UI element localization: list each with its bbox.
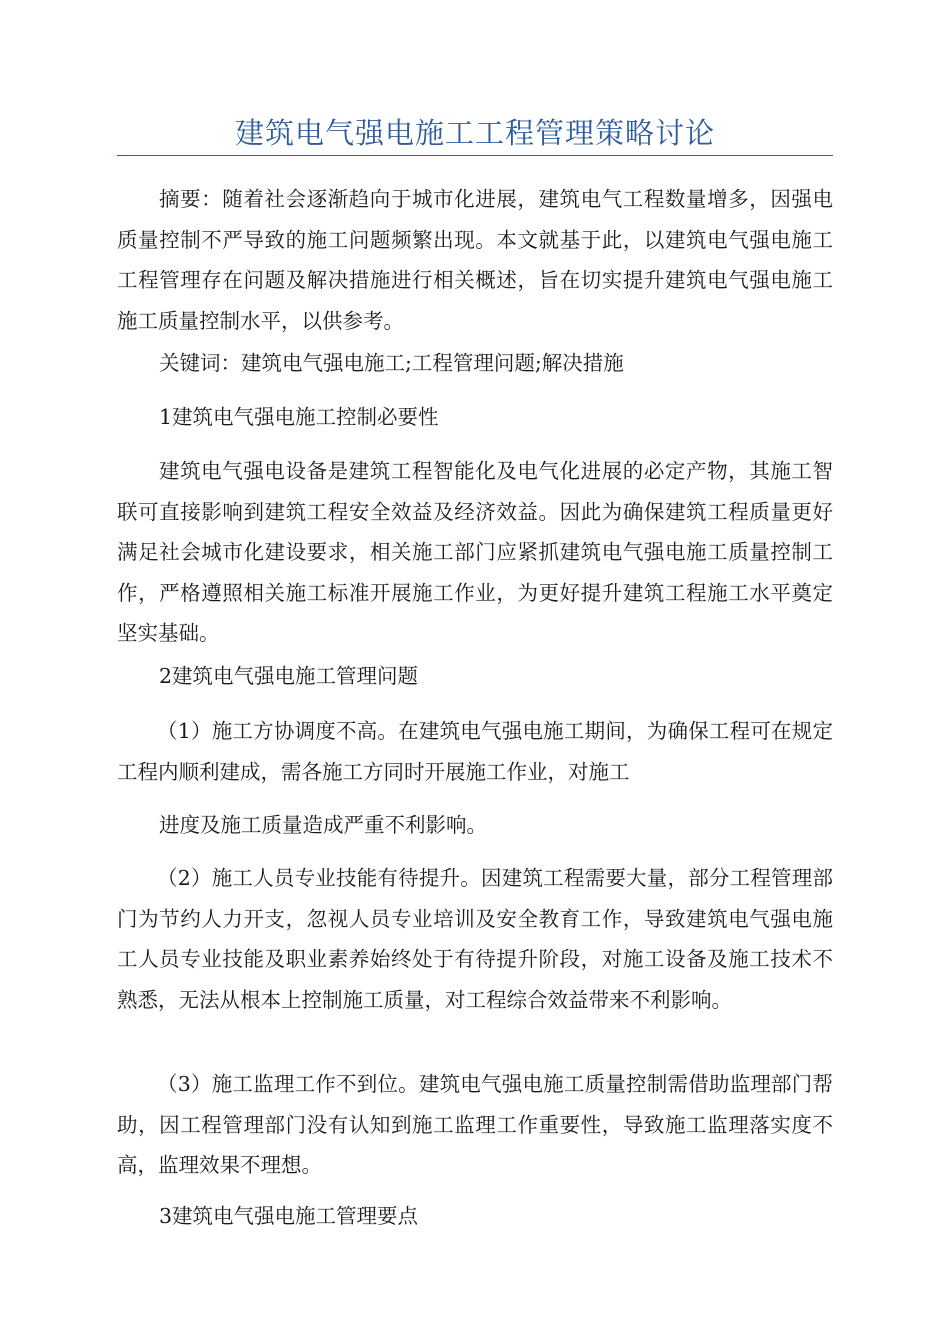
- keywords-line: 关键词：建筑电气强电施工;工程管理问题;解决措施: [159, 351, 624, 375]
- section2-item3: （3）施工监理工作不到位。建筑电气强电施工质量控制需借助监理部门帮助，因工程管理部门没有认知到施工监理工作重要性，导致施工监理落实度不高，监理效果不理想。: [117, 1072, 833, 1177]
- section1-paragraph: 建筑电气强电设备是建筑工程智能化及电气化进展的必定产物，其施工智联可直接影响到建筑工程安全效益及经济效益。因此为确保建筑工程质量更好满足社会城市化建设要求，相关施工部门应紧抓建筑电气强电施工质量控制工作，严格遵照相关施工标准开展施工作业，为更好提升建筑工程施工水平奠定坚实基础。: [117, 459, 833, 645]
- section3-heading: 3建筑电气强电施工管理要点: [159, 1204, 419, 1228]
- section2-item1-continued: 进度及施工质量造成严重不利影响。: [159, 813, 487, 837]
- section1-heading: 1建筑电气强电施工控制必要性: [159, 405, 439, 429]
- title-underline: [117, 155, 833, 156]
- section2-heading: 2建筑电气强电施工管理问题: [159, 664, 419, 688]
- abstract-paragraph: 摘要：随着社会逐渐趋向于城市化进展，建筑电气工程数量增多，因强电质量控制不严导致的施工问题频繁出现。本文就基于此，以建筑电气强电施工工程管理存在问题及解决措施进行相关概述，旨在切实提升建筑电气强电施工施工质量控制水平，以供参考。: [117, 187, 833, 333]
- document-title: 建筑电气强电施工工程管理策略讨论: [234, 116, 715, 150]
- section2-item2: （2）施工人员专业技能有待提升。因建筑工程需要大量，部分工程管理部门为节约人力开支，忽视人员专业培训及安全教育工作，导致建筑电气强电施工人员专业技能及职业素养始终处于有待提升阶段，对施工设备及施工技术不熟悉，无法从根本上控制施工质量，对工程综合效益带来不利影响。: [117, 866, 833, 1012]
- section2-item1: （1）施工方协调度不高。在建筑电气强电施工期间，为确保工程可在规定工程内顺利建成，需各施工方同时开展施工作业，对施工: [117, 719, 833, 784]
